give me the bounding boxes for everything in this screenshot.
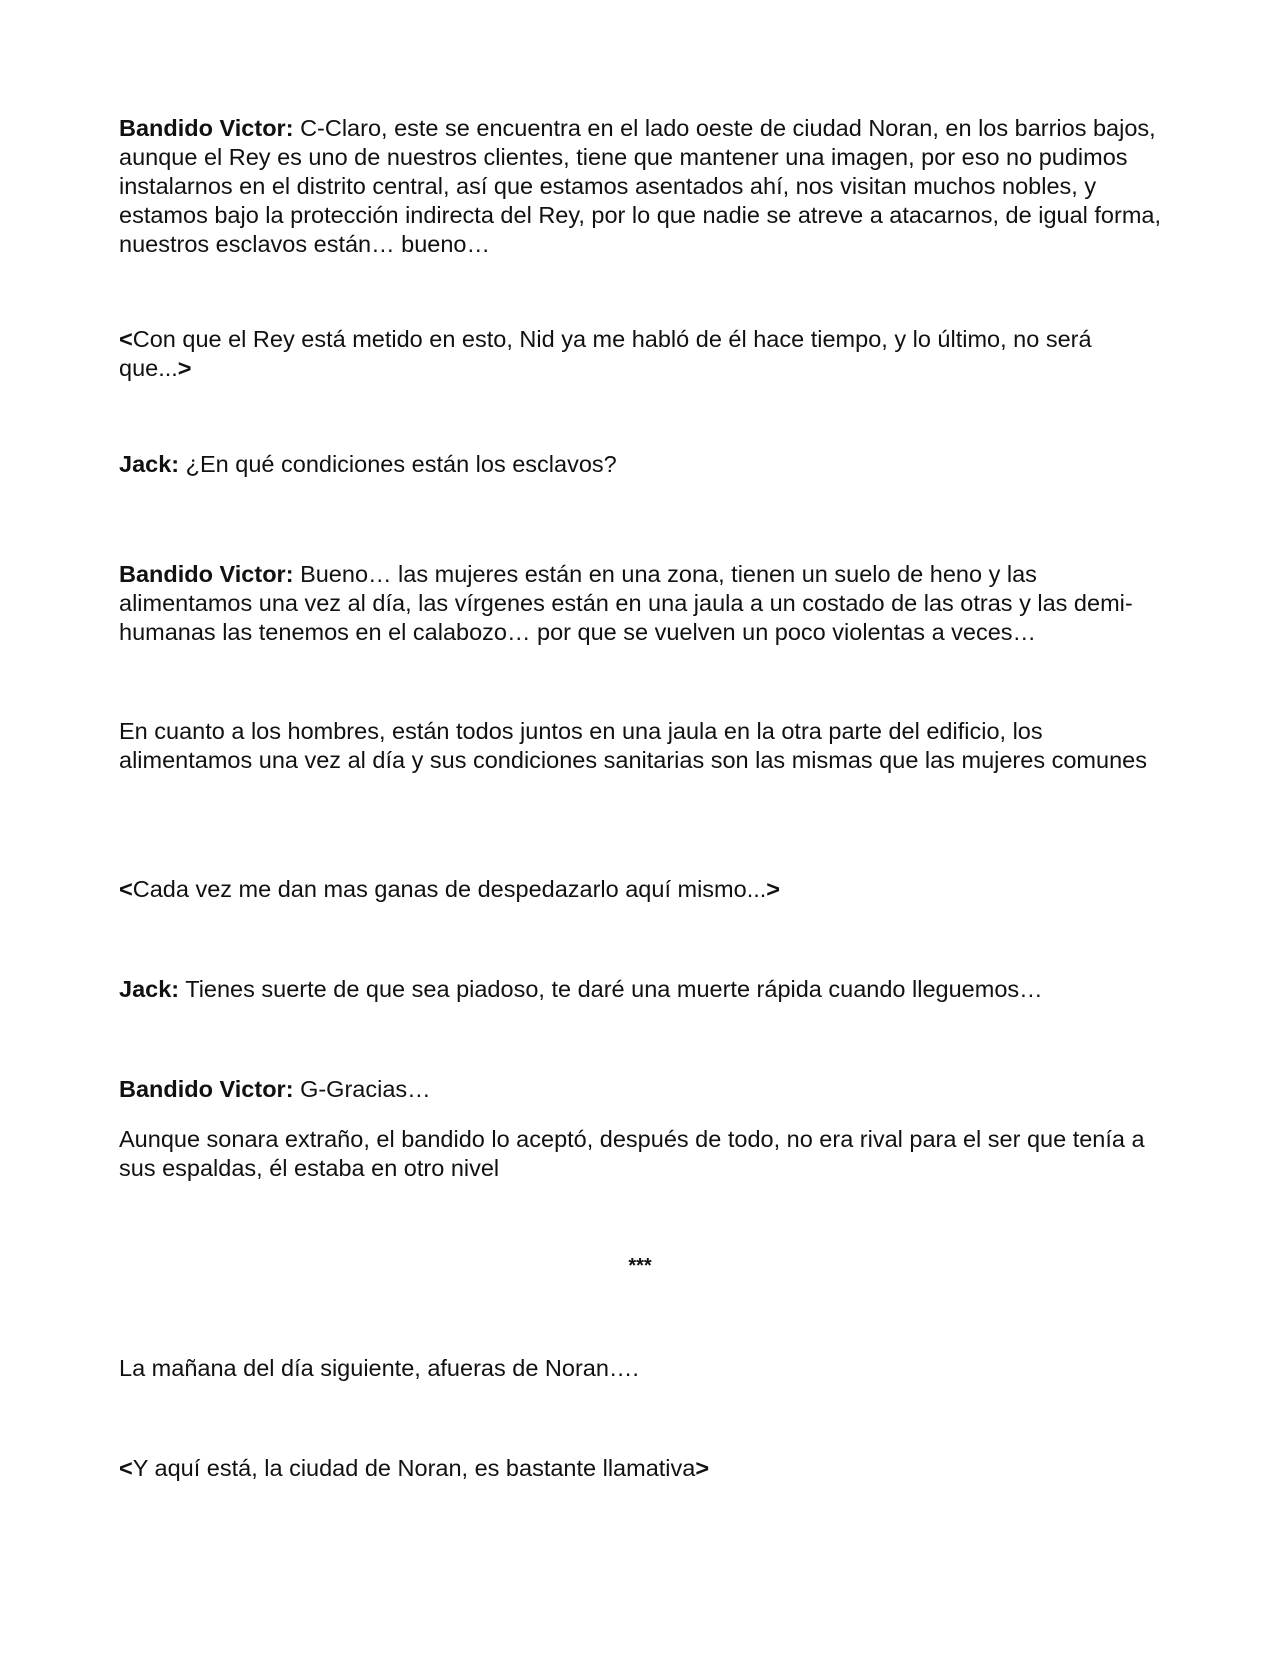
thought-paragraph	[119, 325, 1169, 383]
dialogue-text: ¿En qué condiciones están los esclavos?	[185, 451, 617, 477]
dialogue-paragraph	[119, 114, 1169, 259]
dialogue-text: C-Claro, este se encuentra en el lado oeste de ciudad Noran, en los barrios bajos, aunque el Rey es uno de nuestros clientes, tiene que mantener una imagen, por eso no pudimos instalarnos en el distrito central, así que estamos asentados ahí, nos visitan muchos nobles, y estamos bajo la protección indirecta del Rey, por lo que nadie se atreve a atacarnos, de igual forma, nuestros esclavos están… bueno…	[119, 115, 1161, 257]
dialogue-paragraph	[119, 450, 1169, 479]
thought-close-bracket: >	[766, 876, 781, 902]
thought-open-bracket: <	[119, 1455, 133, 1481]
thought-text: Cada vez me dan mas ganas de despedazarlo aquí mismo...	[132, 876, 767, 902]
narration-paragraph	[119, 1125, 1169, 1183]
thought-paragraph	[119, 875, 1169, 904]
narration-paragraph	[119, 717, 1169, 775]
thought-open-bracket: <	[119, 876, 133, 902]
dialogue-paragraph	[119, 560, 1169, 647]
narration-text: En cuanto a los hombres, están todos juntos en una jaula en la otra parte del edificio, los alimentamos una vez al día y sus condiciones sanitarias son las mismas que las mujeres comunes	[119, 718, 1147, 773]
speaker-name: Bandido Victor:	[119, 561, 294, 587]
dialogue-paragraph	[119, 1075, 1169, 1104]
thought-open-bracket: <	[119, 326, 133, 352]
narration-paragraph	[119, 1354, 1169, 1383]
thought-close-bracket: >	[695, 1455, 710, 1481]
narration-text: Aunque sonara extraño, el bandido lo aceptó, después de todo, no era rival para el ser que tenía a sus espaldas, él estaba en otro nivel	[119, 1126, 1145, 1181]
dialogue-text: Tienes suerte de que sea piadoso, te daré una muerte rápida cuando lleguemos…	[185, 976, 1043, 1002]
dialogue-paragraph	[119, 975, 1169, 1004]
thought-text: Y aquí está, la ciudad de Noran, es bastante llamativa	[132, 1455, 696, 1481]
speaker-name: Jack:	[119, 976, 180, 1002]
thought-text: Con que el Rey está metido en esto, Nid ya me habló de él hace tiempo, y lo último, no será que...	[119, 326, 1092, 381]
speaker-name: Bandido Victor:	[119, 1076, 294, 1102]
narration-text: La mañana del día siguiente, afueras de Noran….	[119, 1355, 639, 1381]
speaker-name: Jack:	[119, 451, 180, 477]
dialogue-text: G-Gracias…	[300, 1076, 431, 1102]
speaker-name: Bandido Victor:	[119, 115, 294, 141]
scene-separator: ***	[628, 1255, 652, 1277]
dialogue-text: Bueno… las mujeres están en una zona, tienen un suelo de heno y las alimentamos una vez al día, las vírgenes están en una jaula a un costado de las otras y las demi-humanas las tenemos en el calabozo… por que se vuelven un poco violentas a veces…	[119, 561, 1133, 645]
thought-paragraph	[119, 1454, 1169, 1483]
thought-close-bracket: >	[177, 355, 192, 381]
